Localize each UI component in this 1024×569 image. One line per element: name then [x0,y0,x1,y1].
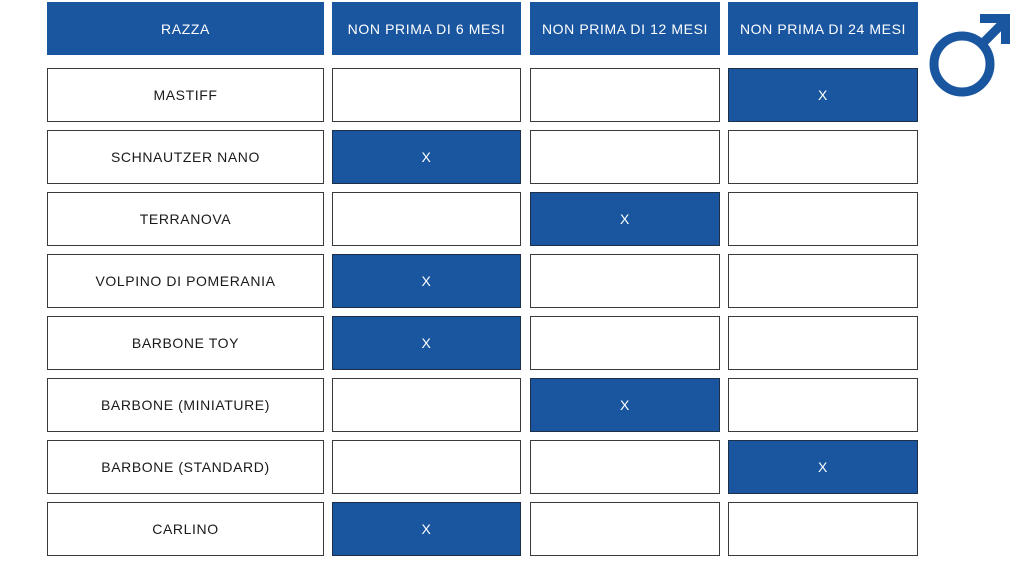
age-mark-cell [728,378,918,432]
breed-name-cell: MASTIFF [47,68,324,122]
header-razza: RAZZA [47,2,324,55]
header-age-col-1: NON PRIMA DI 6 MESI [332,2,521,55]
age-mark-cell: X [332,316,521,370]
age-mark-cell [728,316,918,370]
header-age-col-3: NON PRIMA DI 24 MESI [728,2,918,55]
age-mark-cell [332,440,521,494]
breed-name-cell: BARBONE TOY [47,316,324,370]
age-mark-cell [530,130,720,184]
age-mark-cell [530,68,720,122]
age-mark-cell [530,254,720,308]
breed-name-cell: BARBONE (STANDARD) [47,440,324,494]
age-mark-cell [728,502,918,556]
age-mark-cell [530,440,720,494]
age-mark-cell [728,192,918,246]
breed-name-cell: VOLPINO DI POMERANIA [47,254,324,308]
breed-name-cell: BARBONE (MINIATURE) [47,378,324,432]
age-mark-cell: X [332,502,521,556]
male-symbol-icon [924,10,1016,100]
header-age-col-2: NON PRIMA DI 12 MESI [530,2,720,55]
age-mark-cell [332,192,521,246]
age-mark-cell [530,502,720,556]
age-mark-cell [332,378,521,432]
age-mark-cell: X [728,440,918,494]
age-mark-cell: X [332,130,521,184]
breed-name-cell: CARLINO [47,502,324,556]
age-mark-cell: X [530,192,720,246]
age-mark-cell [728,130,918,184]
breed-name-cell: SCHNAUTZER NANO [47,130,324,184]
age-mark-cell: X [728,68,918,122]
age-mark-cell: X [332,254,521,308]
age-mark-cell [332,68,521,122]
age-mark-cell: X [530,378,720,432]
age-mark-cell [728,254,918,308]
age-mark-cell [530,316,720,370]
breed-name-cell: TERRANOVA [47,192,324,246]
